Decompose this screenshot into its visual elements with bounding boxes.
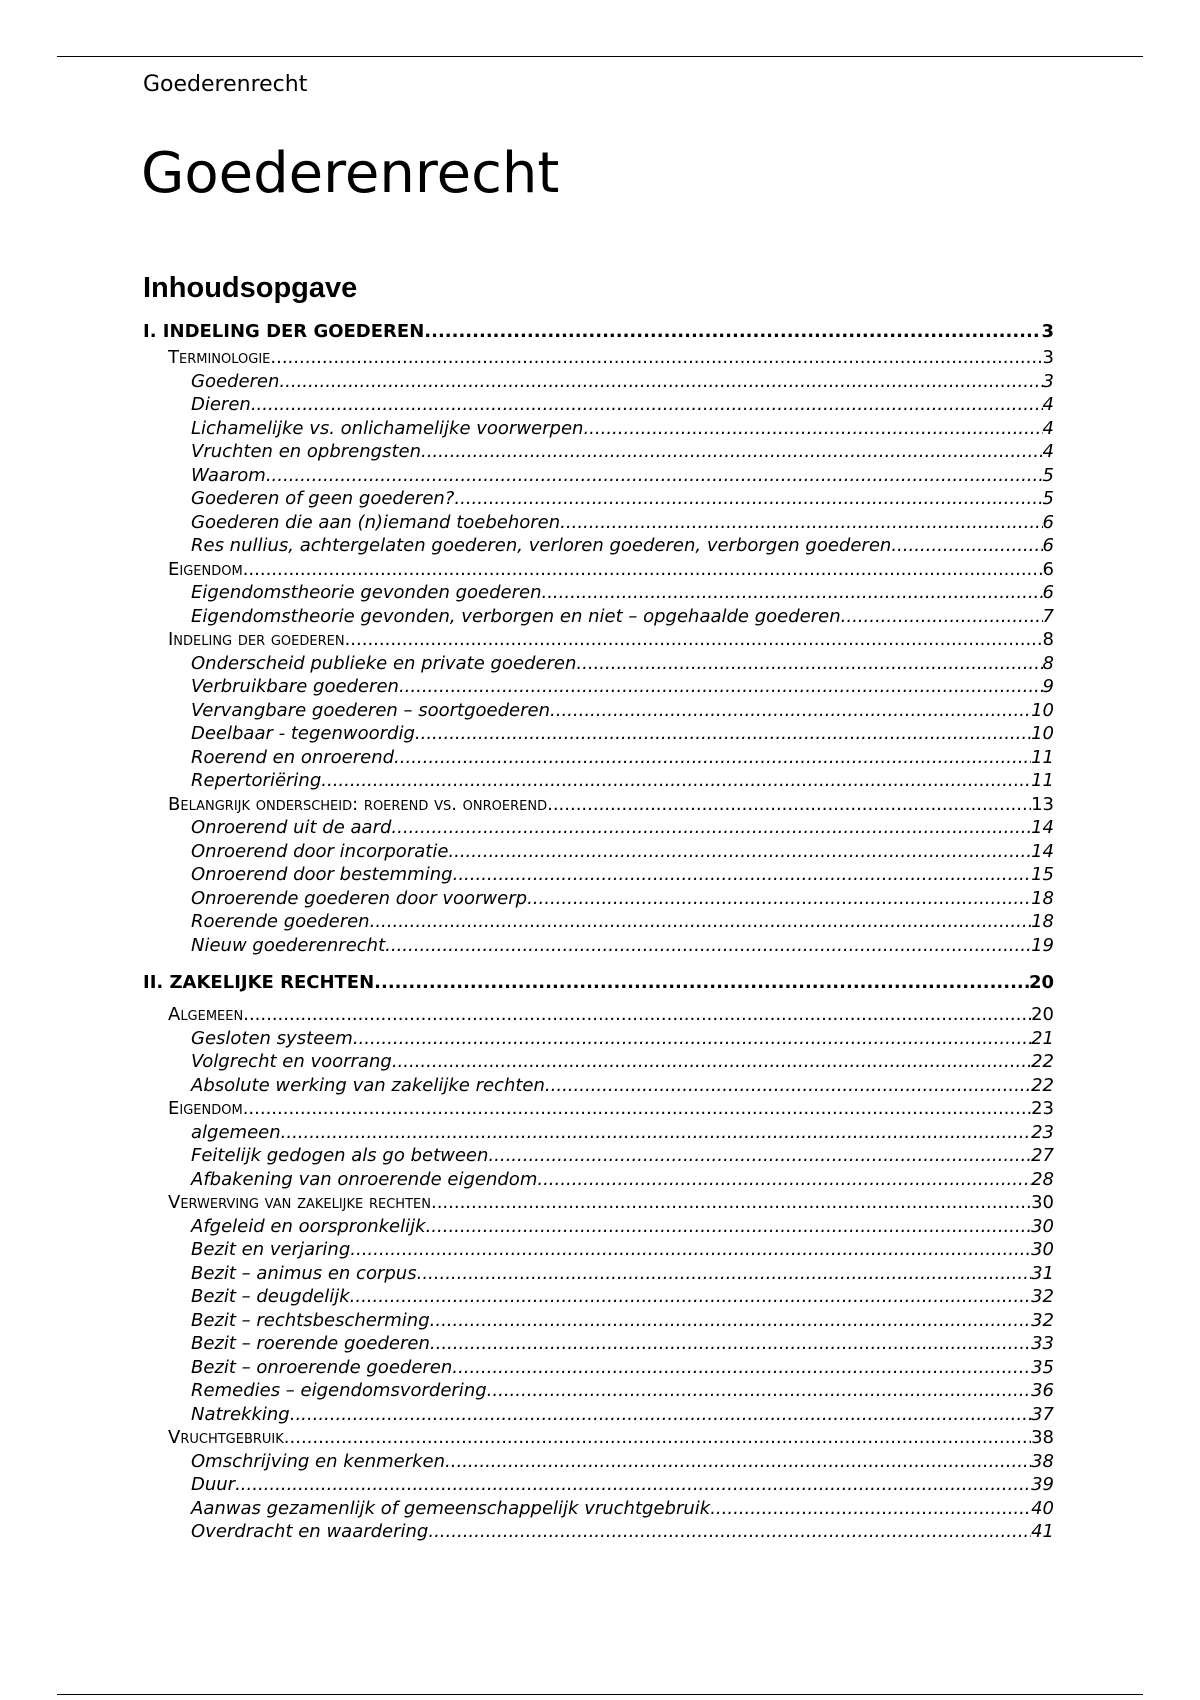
toc-dot-leader xyxy=(321,769,1031,793)
toc-subsection[interactable] xyxy=(143,863,1054,887)
toc-page-number: 39 xyxy=(1031,1474,1054,1495)
toc-entry-title: Afgeleid en oorspronkelijk xyxy=(191,1215,426,1237)
toc-subsection[interactable] xyxy=(143,934,1054,958)
toc-subsection[interactable] xyxy=(143,699,1054,723)
toc-entry-title: Duur xyxy=(191,1474,236,1495)
toc-entry-title: Goederen die aan (n)iemand toebehoren xyxy=(191,511,561,533)
toc-entry-title: Bezit – roerende goederen xyxy=(191,1333,430,1354)
toc-section[interactable] xyxy=(143,1003,1054,1027)
toc-page-number: 11 xyxy=(1031,746,1054,768)
toc-page-number: 14 xyxy=(1031,840,1054,862)
toc-entry-title: Eigendomstheorie gevonden goederen xyxy=(191,582,542,603)
toc-section[interactable] xyxy=(143,1097,1054,1121)
toc-dot-leader xyxy=(345,628,1043,652)
toc-page-number: 38 xyxy=(1031,1427,1054,1448)
toc-page-number: 15 xyxy=(1031,864,1054,885)
toc-dot-leader xyxy=(424,318,1041,346)
toc-subsection[interactable] xyxy=(143,393,1054,417)
toc-dot-leader xyxy=(488,1144,1031,1168)
toc-page-number: 18 xyxy=(1031,887,1054,909)
toc-page-number: 14 xyxy=(1031,817,1054,838)
toc-dot-leader xyxy=(430,1332,1031,1356)
toc-dot-leader xyxy=(547,793,1031,817)
toc-subsection[interactable] xyxy=(143,1497,1054,1521)
toc-dot-leader xyxy=(415,722,1031,746)
toc-dot-leader xyxy=(841,605,1043,629)
toc-entry-title: Bezit – deugdelijk xyxy=(191,1286,350,1307)
toc-subsection[interactable] xyxy=(143,1215,1054,1239)
toc-entry-title: Goederen xyxy=(191,370,280,392)
toc-page-number: 9 xyxy=(1042,676,1054,697)
toc-page-number: 32 xyxy=(1031,1286,1054,1307)
toc-chapter[interactable] xyxy=(143,318,1054,346)
toc-entry-title: Waarom xyxy=(191,464,266,486)
toc-entry-title: Nieuw goederenrecht xyxy=(191,934,386,956)
toc-page-number: 22 xyxy=(1031,1074,1054,1096)
toc-dot-leader xyxy=(527,887,1031,911)
document-title: Goederenrecht xyxy=(141,141,560,206)
toc-dot-leader xyxy=(251,393,1043,417)
toc-page-number: 6 xyxy=(1042,558,1054,580)
toc-dot-leader xyxy=(550,699,1031,723)
toc-entry-title: I. INDELING DER GOEDEREN xyxy=(143,321,425,342)
toc-dot-leader xyxy=(421,440,1043,464)
toc-page-number: 4 xyxy=(1042,394,1054,415)
toc-subsection[interactable] xyxy=(143,1050,1054,1074)
toc-subsection[interactable] xyxy=(143,1379,1054,1403)
toc-entry-title: Roerend en onroerend xyxy=(191,746,395,768)
toc-entry-title: Algemeen xyxy=(168,1004,244,1025)
toc-subsection[interactable] xyxy=(143,1027,1054,1051)
toc-page-number: 33 xyxy=(1031,1333,1054,1354)
toc-subsection[interactable] xyxy=(143,816,1054,840)
toc-subsection[interactable] xyxy=(143,417,1054,441)
toc-section[interactable] xyxy=(143,628,1054,652)
toc-page-number: 21 xyxy=(1031,1027,1054,1049)
toc-page-number: 6 xyxy=(1042,582,1054,603)
toc-dot-leader xyxy=(454,487,1042,511)
toc-subsection[interactable] xyxy=(143,487,1054,511)
toc-dot-leader xyxy=(392,1050,1031,1074)
toc-entry-title: Belangrijk onderscheid: roerend vs. onroerend xyxy=(168,793,548,815)
toc-section[interactable] xyxy=(143,1426,1054,1450)
toc-section[interactable] xyxy=(143,793,1054,817)
toc-subsection[interactable] xyxy=(143,605,1054,629)
toc-entry-title: Verbruikbare goederen xyxy=(191,676,399,697)
toc-page-number: 10 xyxy=(1031,699,1054,721)
toc-dot-leader xyxy=(270,346,1042,370)
toc-page-number: 13 xyxy=(1031,793,1054,815)
toc-subsection[interactable] xyxy=(143,769,1054,793)
toc-section[interactable] xyxy=(143,1191,1054,1215)
toc-page-number: 10 xyxy=(1031,723,1054,744)
toc-dot-leader xyxy=(537,1168,1031,1192)
toc-entry-title: Onroerende goederen door voorwerp xyxy=(191,887,528,909)
toc-page-number: 5 xyxy=(1042,488,1054,509)
running-header: Goederenrecht xyxy=(143,72,308,97)
toc-entry-title: Vruchten en opbrengsten xyxy=(191,441,421,462)
toc-entry-title: Terminologie xyxy=(168,347,271,368)
toc-page-number: 36 xyxy=(1031,1380,1054,1401)
toc-entry-title: Onroerend uit de aard xyxy=(191,817,392,838)
toc-dot-leader xyxy=(350,1238,1031,1262)
toc-chapter[interactable] xyxy=(143,969,1054,997)
toc-dot-leader xyxy=(243,1003,1031,1027)
toc-dot-leader xyxy=(445,1450,1031,1474)
toc-dot-leader xyxy=(391,816,1031,840)
toc-subsection[interactable] xyxy=(143,440,1054,464)
toc-subsection[interactable] xyxy=(143,675,1054,699)
toc-entry-title: Dieren xyxy=(191,394,251,415)
toc-page-number: 32 xyxy=(1031,1309,1054,1331)
toc-page-number: 8 xyxy=(1042,652,1054,674)
toc-entry-title: Eigendom xyxy=(168,558,243,580)
toc-subsection[interactable] xyxy=(143,840,1054,864)
toc-dot-leader xyxy=(350,1285,1031,1309)
toc-entry-title: Onroerend door incorporatie xyxy=(191,840,449,862)
toc-page-number: 6 xyxy=(1042,535,1054,556)
toc-entry-title: Lichamelijke vs. onlichamelijke voorwerpen xyxy=(191,417,584,439)
toc-entry-title: Absolute werking van zakelijke rechten xyxy=(191,1074,545,1096)
toc-subsection[interactable] xyxy=(143,1168,1054,1192)
toc-subsection[interactable] xyxy=(143,464,1054,488)
toc-dot-leader xyxy=(545,1074,1031,1098)
toc-dot-leader xyxy=(452,1356,1031,1380)
toc-entry-title: Vruchtgebruik xyxy=(168,1427,284,1448)
toc-subsection[interactable] xyxy=(143,1285,1054,1309)
toc-subsection[interactable] xyxy=(143,722,1054,746)
toc-entry-title: Eigendomstheorie gevonden, verborgen en niet – opgehaalde goederen xyxy=(191,605,841,627)
toc-entry-title: Vervangbare goederen – soortgoederen xyxy=(191,699,550,721)
toc-dot-leader xyxy=(583,417,1042,441)
toc-subsection[interactable] xyxy=(143,1074,1054,1098)
toc-entry-title: algemeen xyxy=(191,1121,281,1143)
toc-dot-leader xyxy=(353,1027,1031,1051)
toc-dot-leader xyxy=(374,969,1029,997)
toc-subsection[interactable] xyxy=(143,1520,1054,1544)
footer-rule xyxy=(57,1694,1143,1695)
toc-page-number: 23 xyxy=(1031,1121,1054,1143)
toc-subsection[interactable] xyxy=(143,652,1054,676)
toc-dot-leader xyxy=(453,863,1032,887)
toc-subsection[interactable] xyxy=(143,1121,1054,1145)
toc-entry-title: Afbakening van onroerende eigendom xyxy=(191,1168,538,1190)
toc-subsection[interactable] xyxy=(143,534,1054,558)
toc-entry-title: Volgrecht en voorrang xyxy=(191,1051,392,1072)
toc-subsection[interactable] xyxy=(143,1332,1054,1356)
toc-dot-leader xyxy=(426,1215,1032,1239)
toc-heading: Inhoudsopgave xyxy=(143,272,358,304)
toc-page-number: 35 xyxy=(1031,1356,1054,1378)
toc-entry-title: Res nullius, achtergelaten goederen, verloren goederen, verborgen goederen xyxy=(191,535,892,556)
toc-dot-leader xyxy=(417,1262,1032,1286)
toc-entry-title: Repertoriëring xyxy=(191,770,322,791)
toc-page-number: 30 xyxy=(1031,1239,1054,1260)
toc-dot-leader xyxy=(710,1497,1031,1521)
toc-dot-leader xyxy=(385,934,1031,958)
toc-entry-title: Omschrijving en kenmerken xyxy=(191,1450,446,1472)
toc-dot-leader xyxy=(266,464,1043,488)
toc-dot-leader xyxy=(891,534,1042,558)
toc-dot-leader xyxy=(431,1191,1031,1215)
toc-page-number: 20 xyxy=(1028,972,1054,993)
toc-page-number: 19 xyxy=(1031,934,1054,956)
toc-entry-title: Eigendom xyxy=(168,1098,243,1119)
toc-page-number: 28 xyxy=(1031,1168,1054,1190)
toc-page-number: 4 xyxy=(1042,441,1054,462)
toc-entry-title: Onroerend door bestemming xyxy=(191,864,453,885)
toc-subsection[interactable] xyxy=(143,1144,1054,1168)
toc-page-number: 27 xyxy=(1031,1145,1054,1166)
toc-dot-leader xyxy=(576,652,1042,676)
toc-subsection[interactable] xyxy=(143,1309,1054,1333)
toc-page-number: 11 xyxy=(1031,770,1054,791)
toc-entry-title: Gesloten systeem xyxy=(191,1027,353,1049)
toc-subsection[interactable] xyxy=(143,887,1054,911)
toc-dot-leader xyxy=(428,1520,1031,1544)
toc-dot-leader xyxy=(487,1379,1031,1403)
toc-dot-leader xyxy=(430,1309,1031,1333)
toc-page-number: 5 xyxy=(1042,464,1054,486)
toc-section[interactable] xyxy=(143,558,1054,582)
table-of-contents xyxy=(143,318,1054,1544)
toc-page-number: 23 xyxy=(1031,1098,1054,1119)
toc-entry-title: Overdracht en waardering xyxy=(191,1521,429,1542)
toc-dot-leader xyxy=(243,1097,1031,1121)
toc-dot-leader xyxy=(279,370,1042,394)
toc-page-number: 18 xyxy=(1031,911,1054,932)
toc-entry-title: II. ZAKELIJKE RECHTEN xyxy=(143,972,375,993)
toc-dot-leader xyxy=(284,1426,1031,1450)
toc-entry-title: Bezit en verjaring xyxy=(191,1239,351,1260)
toc-page-number: 3 xyxy=(1042,347,1054,368)
toc-entry-title: Onderscheid publieke en private goederen xyxy=(191,652,577,674)
toc-subsection[interactable] xyxy=(143,581,1054,605)
toc-dot-leader xyxy=(290,1403,1031,1427)
toc-subsection[interactable] xyxy=(143,1473,1054,1497)
toc-page-number: 4 xyxy=(1042,417,1054,439)
header-rule xyxy=(57,56,1143,57)
toc-subsection[interactable] xyxy=(143,1238,1054,1262)
toc-page-number: 41 xyxy=(1031,1521,1054,1542)
toc-page-number: 30 xyxy=(1031,1215,1054,1237)
toc-entry-title: Indeling der goederen xyxy=(168,629,345,650)
toc-page-number: 40 xyxy=(1031,1497,1054,1519)
toc-page-number: 20 xyxy=(1031,1004,1054,1025)
toc-section[interactable] xyxy=(143,346,1054,370)
toc-page-number: 31 xyxy=(1031,1262,1054,1284)
toc-dot-leader xyxy=(448,840,1031,864)
toc-entry-title: Goederen of geen goederen? xyxy=(191,488,455,509)
toc-dot-leader xyxy=(394,746,1031,770)
toc-subsection[interactable] xyxy=(143,1450,1054,1474)
toc-subsection[interactable] xyxy=(143,370,1054,394)
toc-page-number: 7 xyxy=(1042,605,1054,627)
toc-entry-title: Bezit – onroerende goederen xyxy=(191,1356,453,1378)
toc-page-number: 37 xyxy=(1031,1403,1054,1425)
toc-entry-title: Bezit – animus en corpus xyxy=(191,1262,417,1284)
toc-entry-title: Aanwas gezamenlijk of gemeenschappelijk vruchtgebruik xyxy=(191,1497,711,1519)
toc-subsection[interactable] xyxy=(143,511,1054,535)
toc-dot-leader xyxy=(370,910,1032,934)
toc-entry-title: Verwerving van zakelijke rechten xyxy=(168,1192,431,1213)
toc-page-number: 8 xyxy=(1042,629,1054,650)
toc-entry-title: Roerende goederen xyxy=(191,911,370,932)
toc-subsection[interactable] xyxy=(143,746,1054,770)
toc-page-number: 6 xyxy=(1042,511,1054,533)
toc-subsection[interactable] xyxy=(143,1403,1054,1427)
toc-dot-leader xyxy=(281,1121,1031,1145)
toc-dot-leader xyxy=(560,511,1042,535)
toc-dot-leader xyxy=(235,1473,1031,1497)
toc-page-number: 22 xyxy=(1031,1051,1054,1072)
toc-dot-leader xyxy=(541,581,1042,605)
toc-entry-title: Bezit – rechtsbescherming xyxy=(191,1309,430,1331)
toc-page-number: 30 xyxy=(1031,1192,1054,1213)
toc-entry-title: Natrekking xyxy=(191,1403,290,1425)
toc-subsection[interactable] xyxy=(143,910,1054,934)
toc-dot-leader xyxy=(399,675,1043,699)
toc-subsection[interactable] xyxy=(143,1262,1054,1286)
toc-page-number: 3 xyxy=(1041,321,1054,342)
toc-entry-title: Deelbaar - tegenwoordig xyxy=(191,723,415,744)
toc-page-number: 38 xyxy=(1031,1450,1054,1472)
toc-dot-leader xyxy=(243,558,1043,582)
toc-entry-title: Remedies – eigendomsvordering xyxy=(191,1380,487,1401)
toc-subsection[interactable] xyxy=(143,1356,1054,1380)
toc-entry-title: Feitelijk gedogen als go between xyxy=(191,1145,489,1166)
toc-page-number: 3 xyxy=(1042,370,1054,392)
